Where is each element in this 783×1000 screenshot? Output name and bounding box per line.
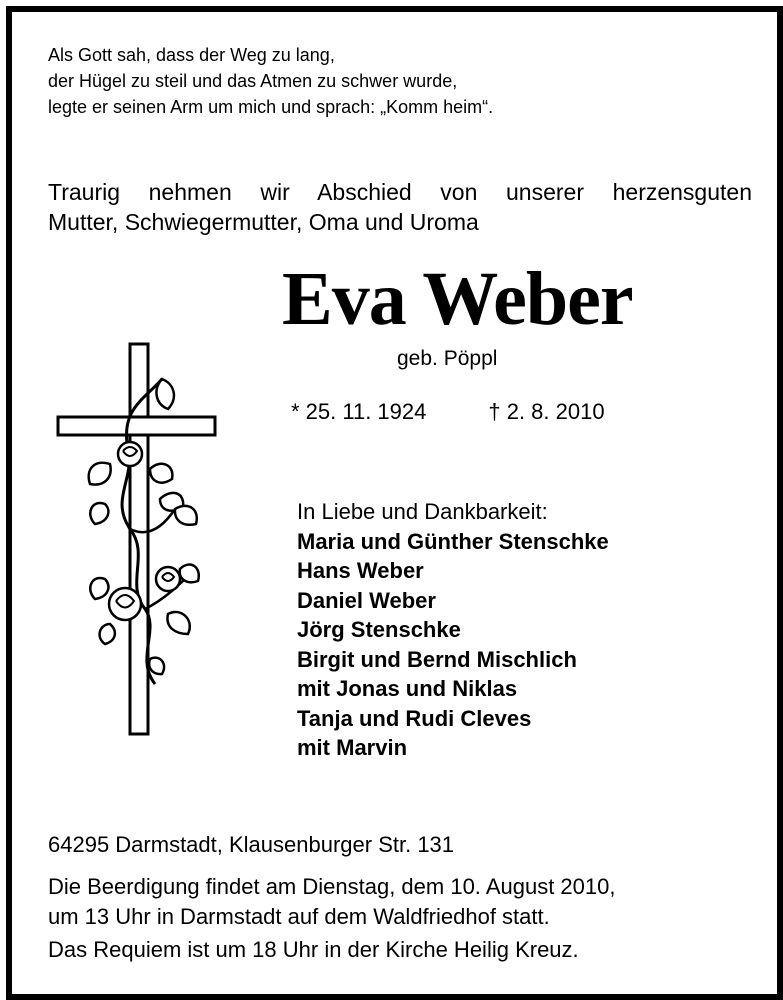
verse-line: der Hügel zu steil und das Atmen zu schwer wurde, (48, 71, 458, 91)
verse-line: legte er seinen Arm um mich und sprach: „Komm heim“. (48, 97, 494, 117)
funeral-line-2: um 13 Uhr in Darmstadt auf dem Waldfriedhof statt. (48, 904, 550, 929)
birth-date: * 25. 11. 1924 (291, 399, 427, 424)
life-dates (291, 399, 605, 425)
requiem-notice: Das Requiem ist um 18 Uhr in der Kirche Heilig Kreuz. (48, 937, 579, 962)
funeral-line-1: Die Beerdigung findet am Dienstag, dem 10. August 2010, (48, 874, 616, 899)
death-date: † 2. 8. 2010 (488, 399, 605, 424)
mourner-name: Tanja und Rudi Cleves (297, 705, 532, 731)
mourner-name: Hans Weber (297, 558, 424, 583)
verse-line: Als Gott sah, dass der Weg zu lang, (48, 45, 335, 65)
obituary-frame (6, 6, 783, 1000)
mourner-name: Jörg Stenschke (297, 617, 461, 642)
farewell-line-1: Traurig nehmen wir Abschied von unserer herzensguten (48, 179, 752, 205)
mourners-list (297, 497, 609, 763)
funeral-notice (48, 872, 615, 932)
mourner-name: Daniel Weber (297, 587, 436, 613)
farewell-line-2: Mutter, Schwiegermutter, Oma und Uroma (48, 209, 479, 235)
family-address: 64295 Darmstadt, Klausenburger Str. 131 (48, 832, 455, 857)
birth-name: geb. Pöppl (397, 347, 498, 370)
mourner-name: Birgit und Bernd Mischlich (297, 646, 577, 672)
mourner-name: mit Marvin (297, 735, 408, 760)
farewell-intro (48, 177, 752, 237)
cross-with-roses-icon (50, 339, 220, 739)
poem-verse (48, 42, 493, 120)
mourner-name: Maria und Günther Stenschke (297, 528, 609, 554)
deceased-name: Eva Weber (282, 257, 633, 341)
mourners-intro: In Liebe und Dankbarkeit: (297, 499, 548, 524)
mourner-name: mit Jonas und Niklas (297, 676, 518, 701)
